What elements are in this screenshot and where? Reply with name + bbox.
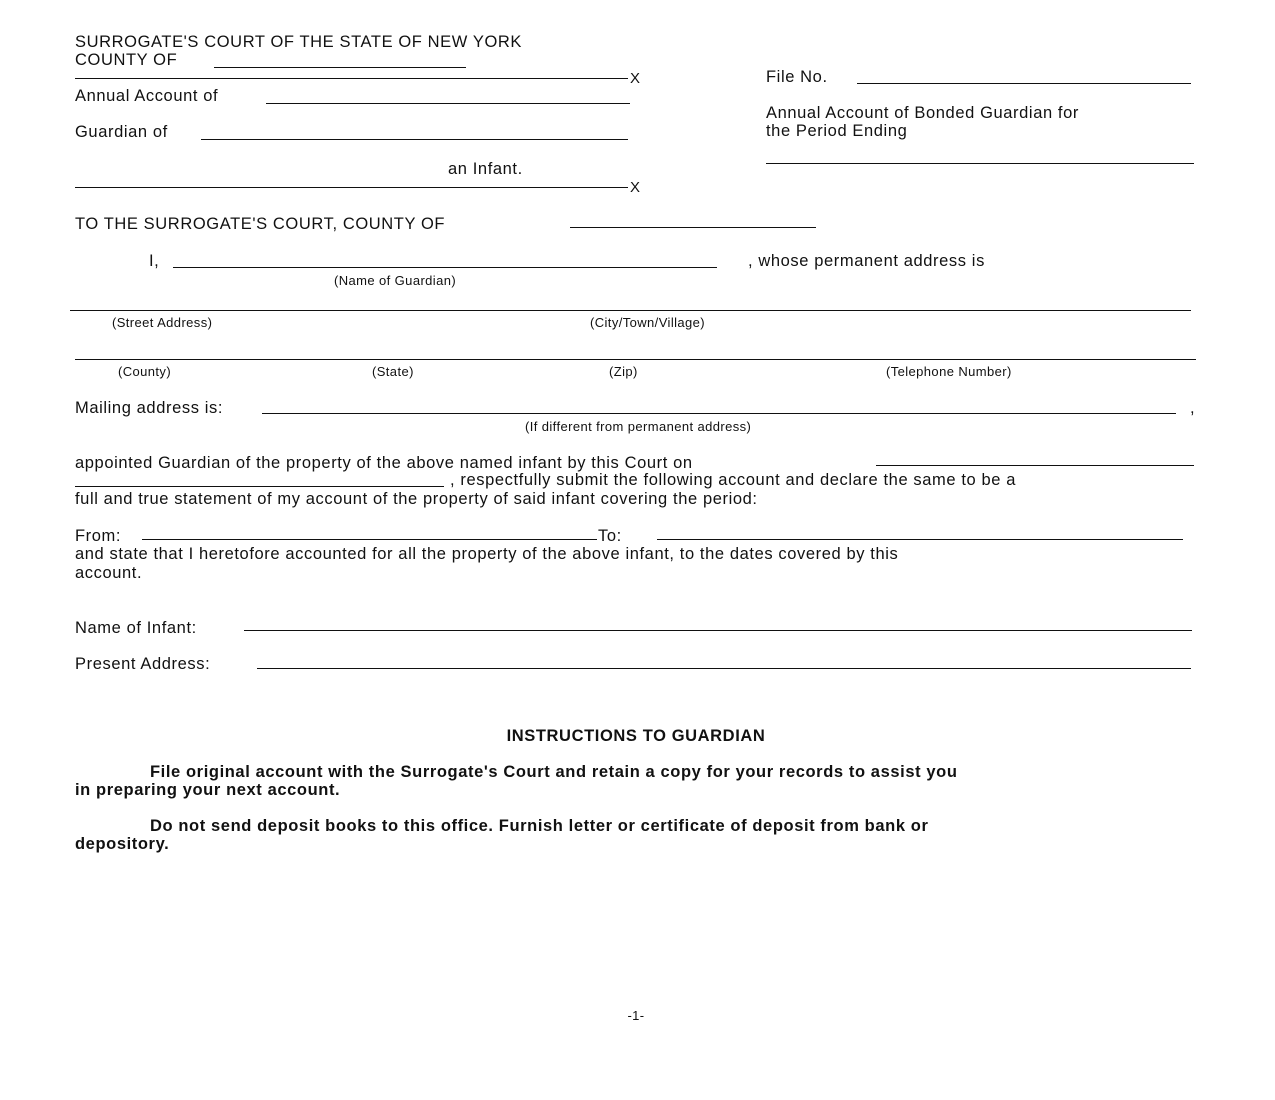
to-label: To: [598,527,622,545]
submit-text: , respectfully submit the following account and declare the same to be a [450,471,1016,489]
instructions-p1-line1: File original account with the Surrogate's Court and retain a copy for your records to assist you [150,763,958,781]
phone-caption: (Telephone Number) [886,364,1012,379]
mailing-address-field[interactable] [262,413,1176,414]
page-number: -1- [627,1008,645,1023]
mailing-caption: (If different from permanent address) [525,419,752,434]
caption-x-mark-top: X [630,70,641,87]
mailing-label: Mailing address is: [75,399,224,417]
city-caption: (City/Town/Village) [590,315,706,330]
from-date-field[interactable] [142,539,597,540]
state-line-1: and state that I heretofore accounted for all the property of the above infant, to the dates covered by this [75,545,899,563]
caption-bottom-rule [75,187,628,188]
instructions-p1-line2: in preparing your next account. [75,781,341,799]
guardian-of-field[interactable] [201,139,628,140]
appointment-date-continued-field[interactable] [75,486,444,487]
statement-text: full and true statement of my account of the property of said infant covering the period: [75,490,758,508]
street-caption: (Street Address) [112,315,213,330]
guardian-name-field[interactable] [173,267,717,268]
infant-name-label: Name of Infant: [75,619,197,637]
an-infant-label: an Infant. [448,160,523,178]
to-court-county-field[interactable] [570,227,816,228]
appointed-text: appointed Guardian of the property of the above named infant by this Court on [75,454,693,472]
county-label: COUNTY OF [75,51,178,69]
present-address-label: Present Address: [75,655,211,673]
county-field[interactable] [214,67,466,68]
court-title: SURROGATE'S COURT OF THE STATE OF NEW YORK [75,33,523,51]
file-no-field[interactable] [857,83,1191,84]
to-court-label: TO THE SURROGATE'S COURT, COUNTY OF [75,215,446,233]
present-address-field[interactable] [257,668,1191,669]
infant-name-field[interactable] [244,630,1192,631]
instructions-p2-line1: Do not send deposit books to this office. Furnish letter or certificate of deposit from bank or [150,817,929,835]
zip-caption: (Zip) [609,364,638,379]
instructions-p2-line2: depository. [75,835,170,853]
period-ending-field[interactable] [766,163,1194,164]
county-caption: (County) [118,364,172,379]
guardian-of-label: Guardian of [75,123,168,141]
annual-account-label: Annual Account of [75,87,219,105]
whose-address-label: , whose permanent address is [748,252,985,270]
state-line-2: account. [75,564,143,582]
from-label: From: [75,527,122,545]
file-no-label: File No. [766,68,828,86]
i-label: I, [149,252,160,270]
annual-account-field[interactable] [266,103,630,104]
caption-top-rule [75,78,628,79]
caption-x-mark-bottom: X [630,179,641,196]
county-state-zip-phone-field[interactable] [75,359,1196,360]
street-city-field[interactable] [70,310,1191,311]
guardian-name-caption: (Name of Guardian) [334,273,457,288]
state-caption: (State) [372,364,414,379]
mailing-comma: , [1190,399,1196,417]
period-title-line1: Annual Account of Bonded Guardian for [766,104,1079,122]
appointment-date-field[interactable] [876,465,1194,466]
to-date-field[interactable] [657,539,1183,540]
instructions-heading: INSTRUCTIONS TO GUARDIAN [506,727,766,745]
period-title-line2: the Period Ending [766,122,908,140]
